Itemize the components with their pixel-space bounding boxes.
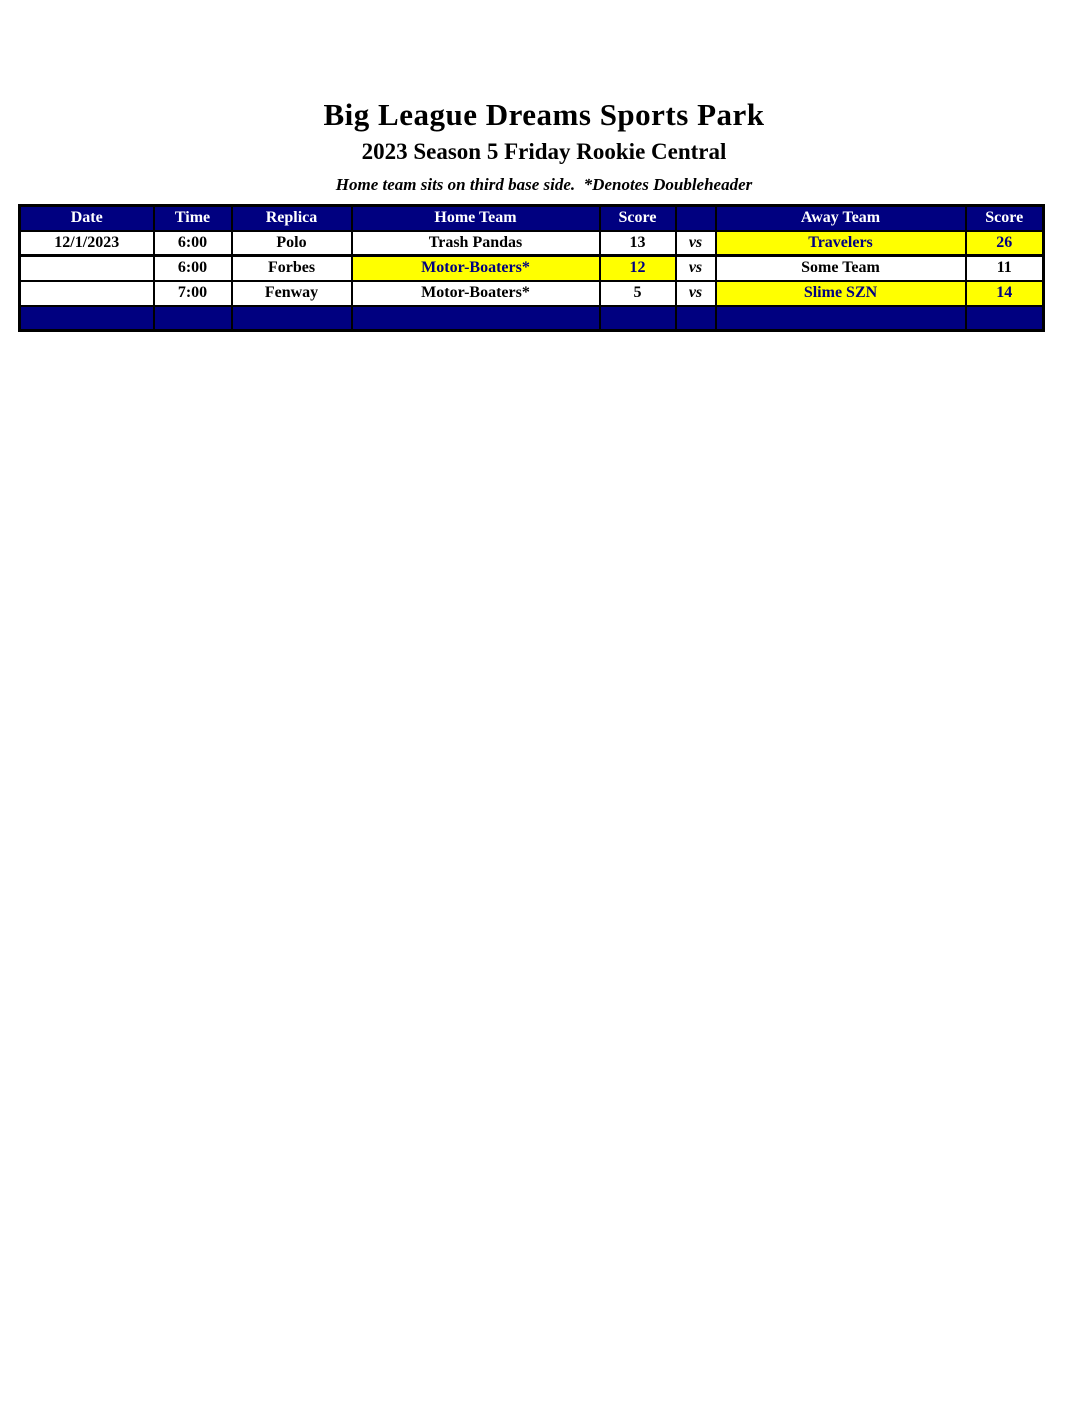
col-header-home-team: Home Team xyxy=(352,206,600,231)
game-row xyxy=(20,281,1044,306)
col-header-away-team: Away Team xyxy=(716,206,966,231)
time-cell: 7:00 xyxy=(154,281,232,306)
home-team-cell: Motor-Boaters* xyxy=(352,281,600,306)
empty-cell xyxy=(154,306,232,331)
replica-cell: Fenway xyxy=(232,281,352,306)
away-score-cell: 26 xyxy=(966,231,1044,256)
away-team-cell: Travelers xyxy=(716,231,966,256)
empty-cell xyxy=(232,306,352,331)
away-team-cell: Some Team xyxy=(716,256,966,281)
home-score-cell: 13 xyxy=(600,231,676,256)
date-cell: 12/1/2023 xyxy=(20,231,154,256)
home-team-cell: Trash Pandas xyxy=(352,231,600,256)
empty-cell xyxy=(352,306,600,331)
vs-cell: vs xyxy=(676,231,716,256)
col-header-replica: Replica xyxy=(232,206,352,231)
away-score-cell: 14 xyxy=(966,281,1044,306)
vs-cell: vs xyxy=(676,281,716,306)
game-row xyxy=(20,256,1044,281)
empty-cell xyxy=(716,306,966,331)
time-cell: 6:00 xyxy=(154,231,232,256)
date-cell xyxy=(20,256,154,281)
schedule-page xyxy=(0,0,1088,332)
home-team-note: Home team sits on third base side. *Denotes Doubleheader xyxy=(335,175,753,194)
time-cell: 6:00 xyxy=(154,256,232,281)
away-score-cell: 11 xyxy=(966,256,1044,281)
empty-row xyxy=(20,306,1044,331)
game-row xyxy=(20,231,1044,256)
empty-cell xyxy=(20,306,154,331)
col-header-time: Time xyxy=(154,206,232,231)
replica-cell: Forbes xyxy=(232,256,352,281)
home-score-cell: 12 xyxy=(600,256,676,281)
empty-cell xyxy=(966,306,1044,331)
replica-cell: Polo xyxy=(232,231,352,256)
schedule-table xyxy=(18,204,1045,332)
home-score-cell: 5 xyxy=(600,281,676,306)
col-header-home-score: Score xyxy=(600,206,676,231)
page-title: Big League Dreams Sports Park xyxy=(323,97,765,132)
empty-cell xyxy=(600,306,676,331)
date-cell xyxy=(20,281,154,306)
vs-cell: vs xyxy=(676,256,716,281)
table-header-row xyxy=(20,206,1044,231)
col-header-date: Date xyxy=(20,206,154,231)
page-subtitle: 2023 Season 5 Friday Rookie Central xyxy=(361,139,727,164)
col-header-vs-spacer xyxy=(676,206,716,231)
empty-cell xyxy=(676,306,716,331)
home-team-cell: Motor-Boaters* xyxy=(352,256,600,281)
col-header-away-score: Score xyxy=(966,206,1044,231)
away-team-cell: Slime SZN xyxy=(716,281,966,306)
